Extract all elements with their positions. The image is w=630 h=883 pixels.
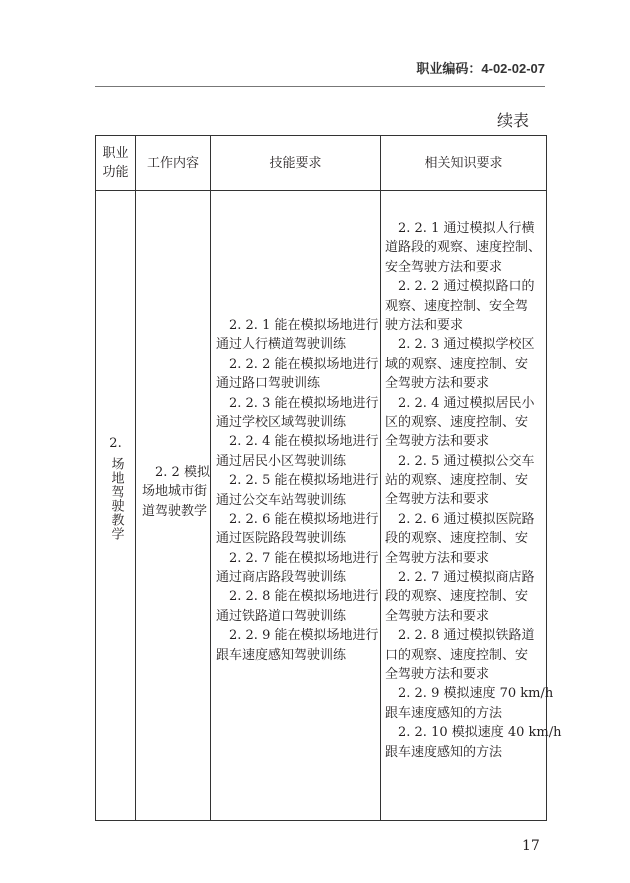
knowledge-line: 道路段的观察、速度控制、 bbox=[385, 240, 542, 256]
competency-table bbox=[95, 135, 562, 821]
knowledge-line: 段的观察、速度控制、安 bbox=[385, 589, 529, 605]
skill-line: 通过铁路道口驾驶训练 bbox=[216, 608, 347, 624]
skill-line: 通过公交车站驾驶训练 bbox=[216, 492, 347, 508]
function-cell bbox=[96, 191, 136, 821]
skill-line: 2. 2. 5 能在模拟场地进行 bbox=[229, 473, 379, 489]
content-line: 场地城市街 bbox=[142, 484, 208, 500]
knowledge-line: 2. 2. 8 通过模拟铁路道 bbox=[398, 628, 535, 644]
skill-line: 通过医院路段驾驶训练 bbox=[216, 531, 347, 547]
skills-cell bbox=[211, 191, 381, 821]
knowledge-line: 2. 2. 6 通过模拟医院路 bbox=[398, 511, 535, 527]
skill-line: 通过路口驾驶训练 bbox=[216, 376, 321, 392]
header-knowledge: 相关知识要求 bbox=[381, 136, 547, 191]
header-content: 工作内容 bbox=[136, 136, 211, 191]
skill-line: 通过居民小区驾驶训练 bbox=[216, 453, 347, 469]
content-cell bbox=[136, 191, 211, 821]
knowledge-line: 2. 2. 2 通过模拟路口的 bbox=[398, 279, 535, 295]
knowledge-line: 域的观察、速度控制、安 bbox=[385, 356, 529, 372]
content-line: 2. 2 模拟 bbox=[155, 465, 210, 480]
knowledge-line: 口的观察、速度控制、安 bbox=[385, 647, 529, 663]
knowledge-line: 2. 2. 3 通过模拟学校区 bbox=[398, 337, 535, 353]
knowledge-line: 全驾驶方法和要求 bbox=[385, 376, 490, 392]
knowledge-line: 2. 2. 5 通过模拟公交车 bbox=[398, 453, 535, 469]
skill-line: 通过学校区域驾驶训练 bbox=[216, 414, 347, 430]
header-skills: 技能要求 bbox=[211, 136, 381, 191]
knowledge-line: 观察、速度控制、安全驾 bbox=[385, 298, 529, 314]
knowledge-line: 跟车速度感知的方法 bbox=[385, 705, 503, 721]
skill-line: 2. 2. 2 能在模拟场地进行 bbox=[229, 356, 379, 372]
knowledge-line: 全驾驶方法和要求 bbox=[385, 434, 490, 450]
knowledge-line: 2. 2. 4 通过模拟居民小 bbox=[398, 395, 535, 411]
skill-line: 2. 2. 6 能在模拟场地进行 bbox=[229, 511, 379, 527]
skill-line: 2. 2. 1 能在模拟场地进行 bbox=[229, 318, 379, 333]
skill-line: 通过商店路段驾驶训练 bbox=[216, 570, 347, 586]
knowledge-line: 2. 2. 1 通过模拟人行横 bbox=[398, 221, 535, 236]
skill-line: 2. 2. 4 能在模拟场地进行 bbox=[229, 434, 379, 450]
knowledge-line: 跟车速度感知的方法 bbox=[385, 744, 503, 760]
skill-line: 通过人行横道驾驶训练 bbox=[216, 337, 347, 353]
skill-line: 2. 2. 7 能在模拟场地进行 bbox=[229, 550, 379, 566]
content-line: 道驾驶教学 bbox=[142, 503, 208, 519]
skill-line: 2. 2. 9 能在模拟场地进行 bbox=[229, 628, 379, 644]
occupation-code: 职业编码：4-02-02-07 bbox=[416, 61, 545, 76]
header-rule bbox=[95, 86, 545, 87]
table-row bbox=[96, 191, 547, 821]
knowledge-line: 全驾驶方法和要求 bbox=[385, 550, 490, 566]
continued-label: 续表 bbox=[497, 111, 530, 130]
knowledge-line: 2. 2. 10 模拟速度 40 km/h bbox=[398, 725, 562, 741]
knowledge-line: 2. 2. 9 模拟速度 70 km/h bbox=[398, 686, 554, 702]
function-name: 场地驾驶教学 bbox=[108, 457, 124, 541]
knowledge-line: 全驾驶方法和要求 bbox=[385, 608, 490, 624]
knowledge-line: 区的观察、速度控制、安 bbox=[385, 414, 529, 430]
header-function bbox=[96, 136, 136, 191]
skill-line: 2. 2. 8 能在模拟场地进行 bbox=[229, 589, 379, 605]
function-number: 2. bbox=[109, 436, 122, 451]
knowledge-line: 全驾驶方法和要求 bbox=[385, 492, 490, 508]
skill-line: 跟车速度感知驾驶训练 bbox=[216, 647, 347, 663]
knowledge-line: 站的观察、速度控制、安 bbox=[385, 473, 529, 489]
knowledge-line: 段的观察、速度控制、安 bbox=[385, 531, 529, 547]
header-function-line: 职业 bbox=[102, 146, 129, 161]
knowledge-cell bbox=[381, 191, 562, 821]
table-header-row bbox=[96, 136, 547, 191]
header-function-line: 功能 bbox=[102, 165, 129, 180]
knowledge-line: 2. 2. 7 通过模拟商店路 bbox=[398, 570, 535, 586]
page-number: 17 bbox=[522, 838, 540, 854]
knowledge-line: 全驾驶方法和要求 bbox=[385, 666, 490, 682]
knowledge-line: 驶方法和要求 bbox=[385, 317, 464, 333]
knowledge-line: 安全驾驶方法和要求 bbox=[385, 259, 503, 275]
skill-line: 2. 2. 3 能在模拟场地进行 bbox=[229, 395, 379, 411]
